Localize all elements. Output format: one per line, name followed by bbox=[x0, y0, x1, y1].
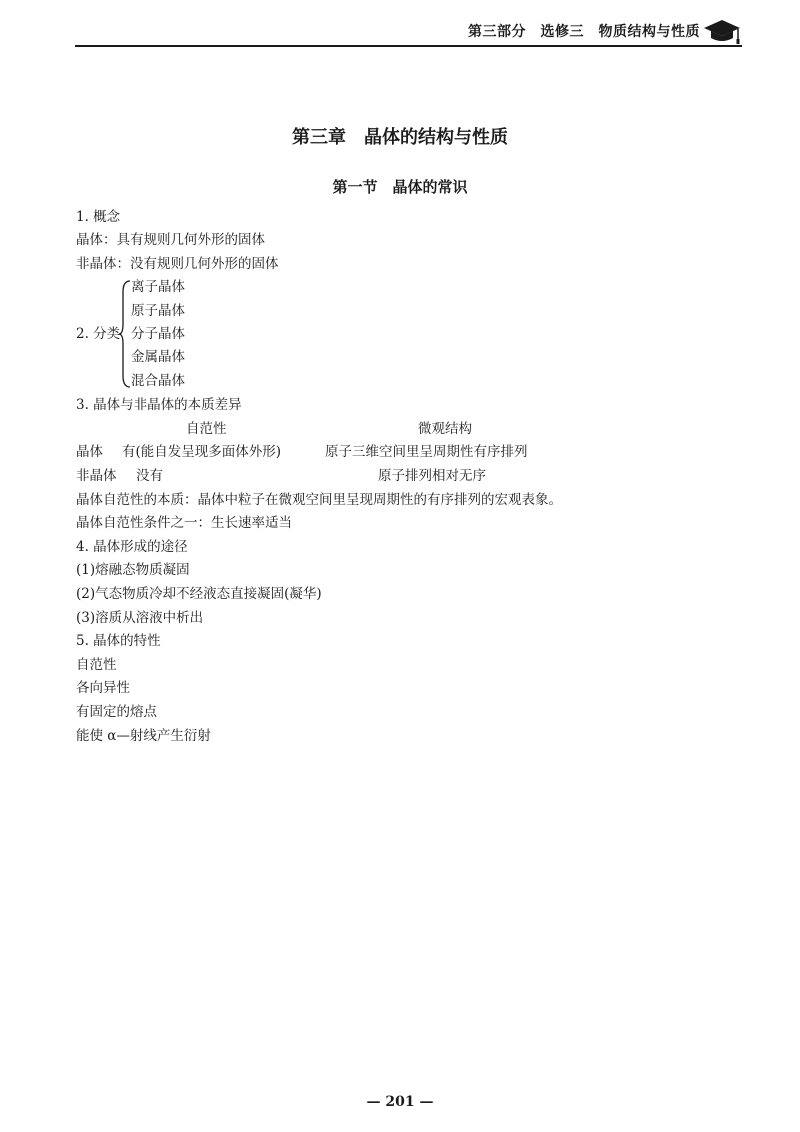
row-amorphous-name: 非晶体 bbox=[76, 468, 117, 484]
row-crystal-micro: 原子三维空间里呈周期性有序排列 bbox=[325, 444, 528, 460]
classification-item: 金属晶体 bbox=[131, 349, 185, 365]
classification-item: 分子晶体 bbox=[131, 326, 185, 342]
page-number: — 201 — bbox=[366, 1094, 434, 1110]
difference-heading: 3. 晶体与非晶体的本质差异 bbox=[76, 397, 242, 413]
row-amorphous-self-shape: 没有 bbox=[136, 468, 163, 484]
classification-item: 离子晶体 bbox=[131, 279, 185, 295]
classification-item: 混合晶体 bbox=[131, 373, 185, 389]
formation-heading: 4. 晶体形成的途径 bbox=[76, 539, 188, 555]
concept-amorphous: 非晶体：没有规则几何外形的固体 bbox=[76, 256, 279, 272]
header-text: 第三部分 选修三 物质结构与性质 bbox=[468, 24, 700, 40]
column-header-self-shape: 自范性 bbox=[186, 421, 227, 437]
running-header bbox=[0, 0, 800, 52]
formation-item: (3)溶质从溶液中析出 bbox=[76, 610, 204, 626]
row-crystal-self-shape: 有(能自发呈现多面体外形) bbox=[122, 444, 282, 460]
formation-item: (1)熔融态物质凝固 bbox=[76, 562, 190, 578]
column-header-micro-structure: 微观结构 bbox=[418, 421, 472, 437]
row-crystal-name: 晶体 bbox=[76, 444, 103, 460]
property-item: 各向异性 bbox=[76, 680, 130, 696]
chapter-title: 第三章 晶体的结构与性质 bbox=[292, 127, 508, 148]
property-item: 能使 α—射线产生衍射 bbox=[76, 728, 211, 744]
classification-item: 原子晶体 bbox=[131, 303, 185, 319]
self-shape-condition: 晶体自范性条件之一：生长速率适当 bbox=[76, 515, 292, 531]
header-rule bbox=[75, 45, 742, 47]
brace-icon bbox=[118, 280, 132, 388]
formation-item: (2)气态物质冷却不经液态直接凝固(凝华) bbox=[76, 586, 322, 602]
classification-label: 2. 分类 bbox=[76, 326, 121, 342]
property-item: 有固定的熔点 bbox=[76, 704, 157, 720]
concept-crystal: 晶体：具有规则几何外形的固体 bbox=[76, 232, 265, 248]
section-title: 第一节 晶体的常识 bbox=[332, 178, 468, 196]
graduation-cap-icon bbox=[702, 16, 742, 46]
row-amorphous-micro: 原子排列相对无序 bbox=[378, 468, 486, 484]
properties-heading: 5. 晶体的特性 bbox=[76, 633, 161, 649]
concept-heading: 1. 概念 bbox=[76, 209, 121, 225]
self-shape-essence: 晶体自范性的本质：晶体中粒子在微观空间里呈现周期性的有序排列的宏观表象。 bbox=[76, 492, 562, 508]
property-item: 自范性 bbox=[76, 657, 117, 673]
